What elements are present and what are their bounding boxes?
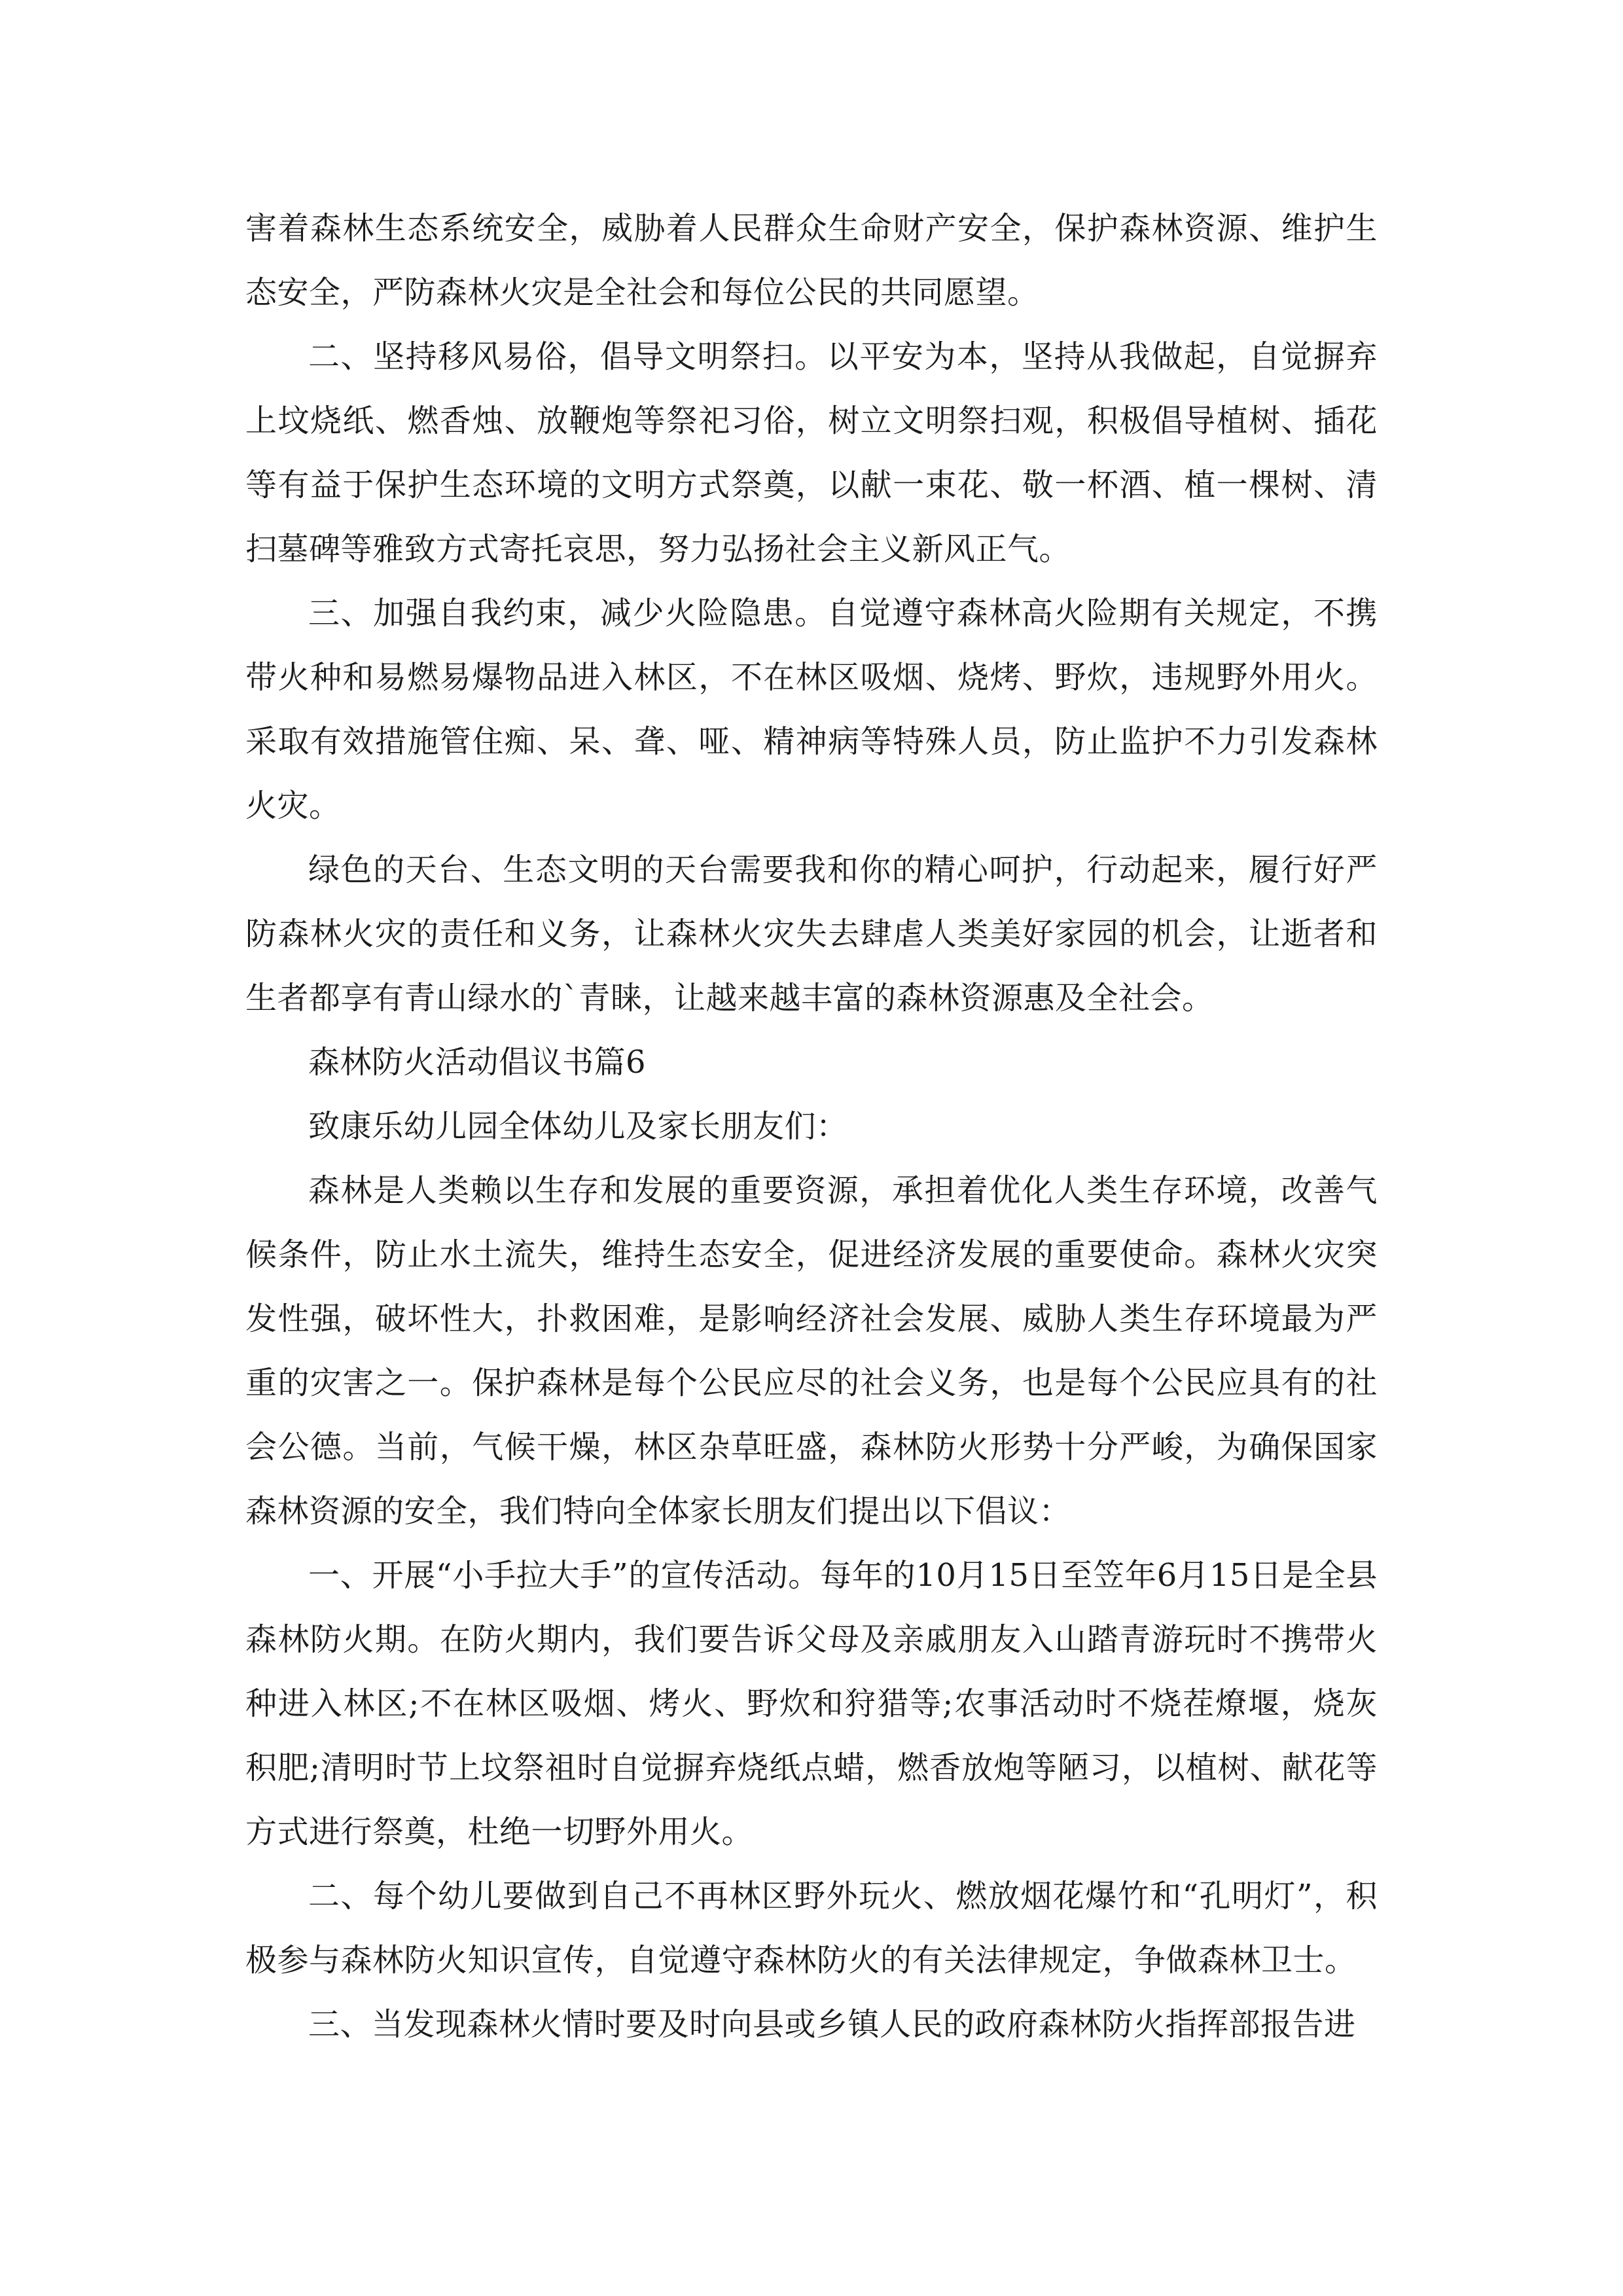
paragraph-8: 一、开展“小手拉大手”的宣传活动。每年的10月15日至笠年6月15日是全县森林防火期。在防火期内，我们要告诉父母及亲戚朋友入山踏青游玩时不携带火种进入林区;不在林区吸烟、烤火、野炊和狩猎等;农事活动时不烧茬燎堰，烧灰积肥;清明时节上坟祭祖时自觉摒弃烧纸点蜡，燃香放炮等陋习，以植树、献花等方式进行祭奠，杜绝一切野外用火。 (245, 1557, 1378, 1850)
document-body (245, 196, 1378, 2056)
salutation: 致康乐幼儿园全体幼儿及家长朋友们： (308, 1108, 848, 1145)
paragraph-3: 三、加强自我约束，减少火险隐患。自觉遵守森林高火险期有关规定，不携带火种和易燃易爆物品进入林区，不在林区吸烟、烧烤、野炊，违规野外用火。采取有效措施管住痴、呆、聋、哑、精神病等特殊人员，防止监护不力引发森林火灾。 (245, 595, 1378, 824)
paragraph-1: 害着森林生态系统安全，威胁着人民群众生命财产安全，保护森林资源、维护生态安全，严防森林火灾是全社会和每位公民的共同愿望。 (245, 210, 1378, 311)
paragraph-2: 二、坚持移风易俗，倡导文明祭扫。以平安为本，坚持从我做起，自觉摒弃上坟烧纸、燃香烛、放鞭炮等祭祀习俗，树立文明祭扫观，积极倡导植树、插花等有益于保护生态环境的文明方式祭奠，以献一束花、敬一杯酒、植一棵树、清扫墓碑等雅致方式寄托哀思，努力弘扬社会主义新风正气。 (245, 338, 1378, 567)
paragraph-10: 三、当发现森林火情时要及时向县或乡镇人民的政府森林防火指挥部报告进 (308, 2006, 1356, 2043)
paragraph-4: 绿色的天台、生态文明的天台需要我和你的精心呵护，行动起来，履行好严防森林火灾的责任和义务，让森林火灾失去肆虐人类美好家园的机会，让逝者和生者都享有青山绿水的`青睐，让越来越丰富的森林资源惠及全社会。 (245, 852, 1378, 1016)
section-heading: 森林防火活动倡议书篇6 (308, 1044, 647, 1081)
paragraph-9: 二、每个幼儿要做到自己不再林区野外玩火、燃放烟花爆竹和“孔明灯”，积极参与森林防火知识宣传，自觉遵守森林防火的有关法律规定，争做森林卫士。 (245, 1878, 1378, 1979)
paragraph-7: 森林是人类赖以生存和发展的重要资源，承担着优化人类生存环境，改善气候条件，防止水土流失，维持生态安全，促进经济发展的重要使命。森林火灾突发性强，破坏性大，扑救困难，是影响经济社会发展、威胁人类生存环境最为严重的灾害之一。保护森林是每个公民应尽的社会义务，也是每个公民应具有的社会公德。当前，气候干燥，林区杂草旺盛，森林防火形势十分严峻，为确保国家森林资源的安全，我们特向全体家长朋友们提出以下倡议： (245, 1172, 1378, 1530)
